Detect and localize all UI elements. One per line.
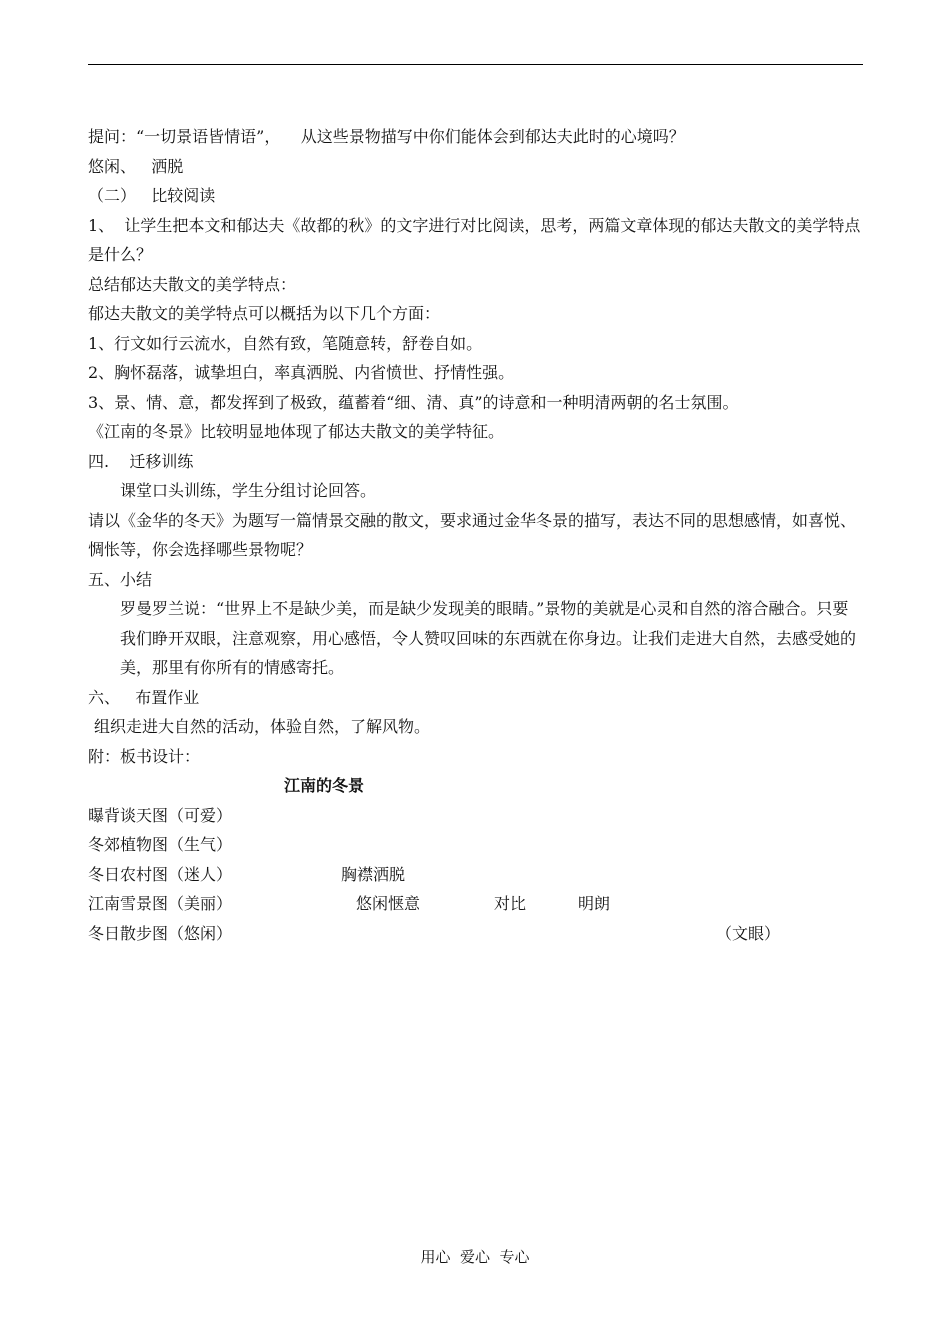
homework-line: 组织走进大自然的活动，体验自然，了解风物。 (94, 717, 431, 736)
board-bright: 明朗 (578, 894, 611, 913)
question-line: 提问：“一切景语皆情语”， 从这些景物描写中你们能体会到郁达夫此时的心境吗？ (88, 127, 685, 146)
board-eye-note: （文眼） (716, 923, 781, 943)
section-heading: （二） 比较阅读 (88, 186, 216, 205)
board-scene: 冬郊植物图（生气） (88, 835, 233, 854)
board-scene: 冬日农村图（迷人） (88, 864, 233, 884)
page-footer: 用心 爱心 专心 (420, 1248, 530, 1266)
section-heading: 五、小结 (88, 569, 153, 589)
task-paragraph: 1、 让学生把本文和郁达夫《故都的秋》的文字进行对比阅读，思考，两篇文章体现的郁达夫散文的美学特点是什么？ (88, 215, 861, 264)
board-mood: 胸襟洒脱 (341, 864, 406, 884)
exercise-prompt: 请以《金华的冬天》为题写一篇情景交融的散文，要求通过金华冬景的描写，表达不同的思想感情，如喜悦、惆怅等，你会选择哪些景物呢？ (88, 510, 857, 559)
section-heading: 四. 迁移训练 (88, 451, 194, 471)
summary-item: 1、行文如行云流水，自然有致，笔随意转，舒卷自如。 (88, 333, 483, 353)
board-row (88, 889, 863, 919)
page-body (88, 122, 863, 948)
summary-conclusion: 《江南的冬景》比较明显地体现了郁达夫散文的美学特征。 (88, 422, 505, 441)
section-heading: 六、 布置作业 (88, 687, 200, 707)
board-row (88, 919, 863, 949)
header-rule (88, 64, 863, 65)
summary-intro: 郁达夫散文的美学特点可以概括为以下几个方面： (88, 304, 441, 323)
board-scene: 冬日散步图（悠闲） (88, 923, 233, 943)
board-title: 江南的冬景 (284, 776, 365, 795)
summary-heading: 总结郁达夫散文的美学特点： (88, 274, 297, 294)
answer-line: 悠闲、 洒脱 (88, 156, 184, 176)
board-mood: 悠闲惬意 (356, 894, 421, 913)
quote-paragraph: 罗曼罗兰说：“世界上不是缺少美，而是缺少发现美的眼睛。”景物的美就是心灵和自然的溶合融合。只要我们睁开双眼，注意观察，用心感悟，令人赞叹回味的东西就在你身边。让我们走进大自然，去感受她的美，那里有你所有的情感寄托。 (120, 599, 857, 677)
board-scene: 江南雪景图（美丽） (88, 894, 233, 913)
summary-item: 3、景、情、意，都发挥到了极致，蕴蓄着“细、清、真”的诗意和一种明清两朝的名士氛围。 (88, 392, 739, 412)
board-row (88, 801, 863, 831)
board-contrast: 对比 (494, 894, 527, 913)
exercise-intro: 课堂口头训练，学生分组讨论回答。 (120, 481, 377, 500)
board-row (88, 830, 863, 860)
board-scene: 曝背谈天图（可爱） (88, 805, 233, 825)
board-heading: 附：板书设计： (88, 746, 201, 766)
summary-item: 2、胸怀磊落，诚挚坦白，率真洒脱、内省愤世、抒情性强。 (88, 363, 515, 382)
board-row (88, 860, 863, 890)
